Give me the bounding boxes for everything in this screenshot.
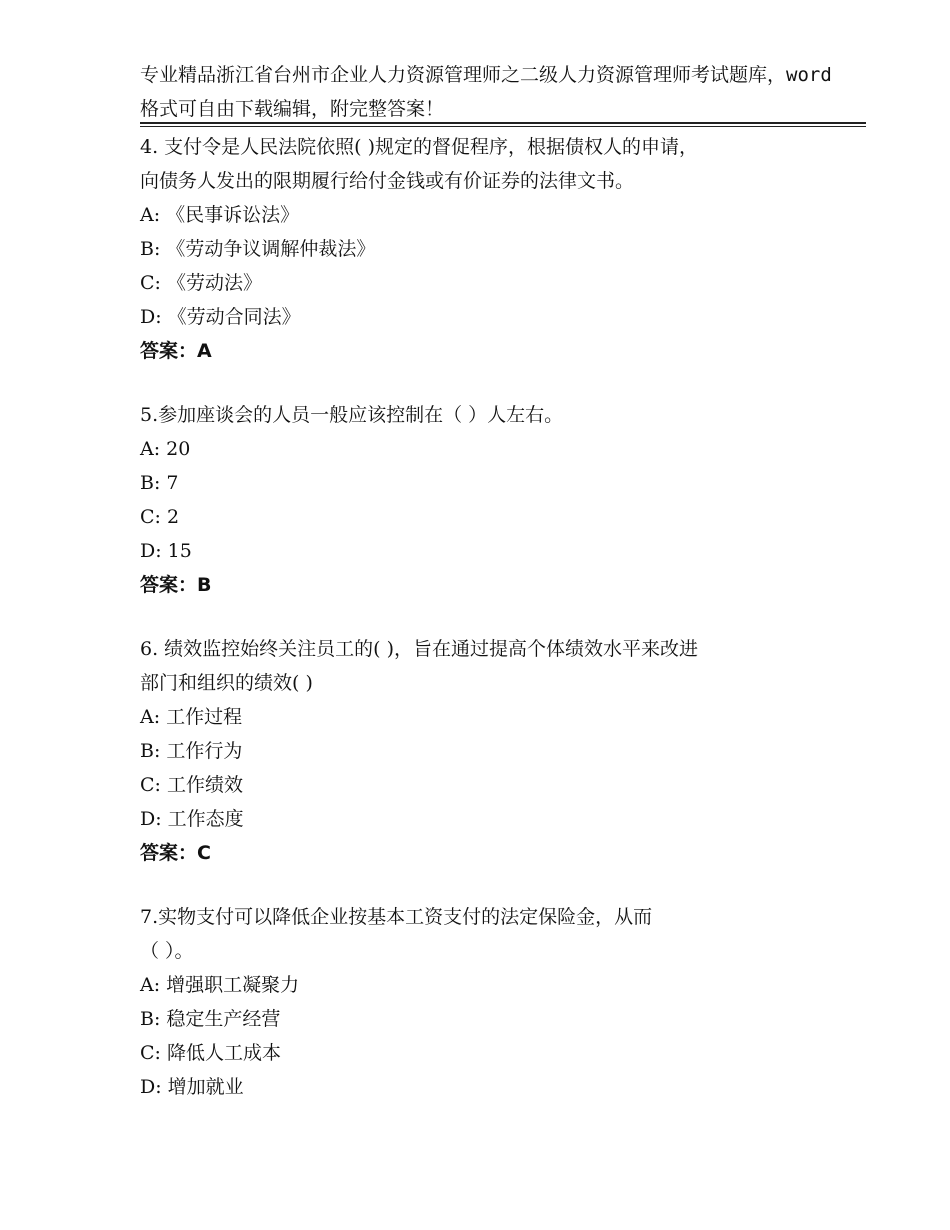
header-line-2: 格式可自由下载编辑，附完整答案！ [140,98,445,120]
option-a: A: 20 [140,438,191,460]
header-line-1: 专业精品浙江省台州市企业人力资源管理师之二级人力资源管理师考试题库，word [140,64,832,86]
question-text: （ ）。 [140,940,194,962]
option-d: D: 工作态度 [140,808,244,830]
question-list [140,130,860,1104]
option-d: D: 《劳动合同法》 [140,306,301,328]
option-d: D: 增加就业 [140,1076,244,1098]
document-header [140,58,830,126]
question-text: 向债务人发出的限期履行给付金钱或有价证券的法律文书。 [140,170,635,192]
question-7 [140,900,860,1104]
question-text: 4. 支付令是人民法院依照( )规定的督促程序，根据债权人的申请， [140,136,699,158]
option-a: A: 增强职工凝聚力 [140,974,300,996]
question-text: 7.实物支付可以降低企业按基本工资支付的法定保险金，从而 [140,906,653,928]
option-d: D: 15 [140,540,192,562]
option-a: A: 工作过程 [140,706,243,728]
answer: 答案：A [140,340,212,362]
question-text: 5.参加座谈会的人员一般应该控制在（ ）人左右。 [140,404,564,426]
option-b: B: 稳定生产经营 [140,1008,281,1030]
option-b: B: 7 [140,472,179,494]
question-text: 部门和组织的绩效( ) [140,672,313,694]
option-c: C: 《劳动法》 [140,272,262,294]
answer: 答案：B [140,574,212,596]
question-5 [140,398,860,602]
option-b: B: 《劳动争议调解仲裁法》 [140,238,376,260]
question-text: 6. 绩效监控始终关注员工的( )，旨在通过提高个体绩效水平来改进 [140,638,699,660]
option-a: A: 《民事诉讼法》 [140,204,300,226]
option-b: B: 工作行为 [140,740,243,762]
question-4 [140,130,860,368]
header-divider-thin [140,126,866,127]
option-c: C: 2 [140,506,180,528]
option-c: C: 工作绩效 [140,774,243,796]
question-6 [140,632,860,870]
header-divider [140,122,866,124]
answer: 答案：C [140,842,211,864]
option-c: C: 降低人工成本 [140,1042,281,1064]
